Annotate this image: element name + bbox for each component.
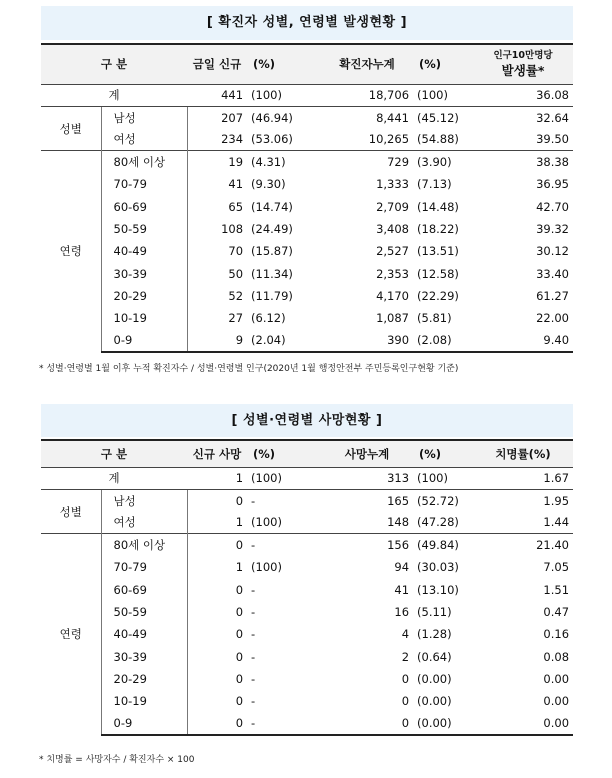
header-pct: (%)	[247, 44, 321, 84]
cell-cumulative: 3,408	[376, 221, 410, 236]
cell-new-pct: (6.12)	[251, 311, 286, 326]
cell-cumulative: 313	[321, 467, 413, 489]
cell-new-pct: (9.30)	[251, 177, 286, 192]
cell-rate: 36.95	[536, 177, 570, 192]
cell-rate: 9.40	[473, 329, 573, 351]
table2-title-box	[41, 404, 573, 437]
cell-new: 27	[228, 311, 244, 326]
cell-new-pct: (100)	[247, 84, 321, 106]
cell-new-pct: (2.04)	[247, 329, 321, 351]
cell-cumulative-pct: (1.28)	[417, 627, 452, 642]
row-label: 0-9	[101, 329, 187, 351]
table2-header-row	[41, 440, 573, 467]
table-row	[41, 534, 573, 556]
row-label: 10-19	[101, 690, 187, 712]
header-category: 구 분	[41, 44, 187, 84]
header-rate-bottom: 발생률*	[501, 62, 545, 78]
row-label: 40-49	[101, 623, 187, 645]
row-label: 80세 이상	[101, 151, 187, 173]
cell-new: 1	[235, 560, 244, 575]
cell-new-pct: (46.94)	[251, 110, 293, 125]
cell-cumulative-pct: (5.81)	[417, 311, 452, 326]
cell-rate: 61.27	[536, 288, 570, 303]
cell-cumulative-pct: (0.00)	[417, 671, 452, 686]
header-today-new: 금일 신규	[187, 44, 247, 84]
cell-new: 441	[187, 84, 247, 106]
header-rate	[473, 44, 573, 84]
table-row	[41, 645, 573, 667]
row-label: 남성	[101, 106, 187, 128]
cell-cumulative: 2	[401, 649, 410, 664]
cell-cumulative-pct: (12.58)	[417, 266, 459, 281]
cell-new-pct: -	[251, 582, 256, 597]
cell-cumulative-pct: (0.00)	[417, 694, 452, 709]
row-label: 80세 이상	[101, 534, 187, 556]
cell-cumulative: 729	[321, 151, 413, 173]
cell-rate: 38.38	[473, 151, 573, 173]
row-label: 여성	[101, 512, 187, 534]
cell-new: 41	[228, 177, 244, 192]
row-label: 30-39	[101, 645, 187, 667]
cell-new-pct: (53.06)	[251, 132, 293, 147]
table1-header-row	[41, 44, 573, 84]
group-label-age: 연령	[41, 151, 101, 352]
cell-new: 0	[235, 649, 244, 664]
cell-new: 52	[228, 288, 244, 303]
row-label: 계	[41, 84, 187, 106]
cell-cumulative: 148	[387, 515, 410, 530]
cell-new-pct: -	[251, 694, 256, 709]
table1-title: [ 확진자 성별, 연령별 발생현황 ]	[206, 15, 408, 30]
table-row	[41, 489, 573, 511]
cell-rate: 32.64	[536, 110, 570, 125]
cell-new: 70	[228, 244, 244, 259]
cell-cumulative: 2,709	[376, 199, 410, 214]
cell-cumulative-pct: (5.11)	[417, 604, 452, 619]
cell-cumulative: 18,706	[321, 84, 413, 106]
cell-rate: 30.12	[536, 244, 570, 259]
cell-cumulative-pct: (30.03)	[417, 560, 459, 575]
deaths-table	[41, 439, 573, 736]
cell-cumulative: 2,527	[376, 244, 410, 259]
cell-cumulative-pct: (2.08)	[413, 329, 473, 351]
cell-new-pct: (15.87)	[251, 244, 293, 259]
table-row	[41, 195, 573, 217]
cell-rate: 0.00	[543, 694, 570, 709]
cell-new: 108	[221, 221, 244, 236]
cell-cumulative-pct: (0.64)	[417, 649, 452, 664]
table-row	[41, 556, 573, 578]
cell-cumulative: 4	[401, 627, 410, 642]
header-cumulative: 사망누계	[321, 440, 413, 467]
cell-rate: 36.08	[473, 84, 573, 106]
cell-cumulative-pct: (49.84)	[413, 534, 473, 556]
cell-cumulative-pct: (13.51)	[417, 244, 459, 259]
cell-new-pct: -	[251, 649, 256, 664]
header-pct2: (%)	[413, 440, 473, 467]
table-row	[41, 84, 573, 106]
header-cumulative: 확진자누계	[321, 44, 413, 84]
cell-rate: 33.40	[536, 266, 570, 281]
table1-footnote: * 성별·연령별 1월 이후 누적 확진자수 / 성별·연령별 인구(2020년 1월 행정안전부 주민등록인구현황 기준)	[39, 364, 459, 374]
table2-title: [ 성별·연령별 사망현황 ]	[231, 413, 383, 428]
cell-rate: 39.50	[536, 132, 570, 147]
cell-new: 65	[228, 199, 244, 214]
cell-new: 9	[187, 329, 247, 351]
cell-cumulative-pct: (54.88)	[417, 132, 459, 147]
cell-cumulative-pct: (18.22)	[417, 221, 459, 236]
table-row	[41, 262, 573, 284]
cell-new: 207	[221, 110, 244, 125]
row-label: 70-79	[101, 173, 187, 195]
cell-new: 0	[235, 694, 244, 709]
cell-new: 0	[235, 493, 244, 508]
cell-new-pct: (11.79)	[251, 288, 293, 303]
cell-new-pct: -	[251, 604, 256, 619]
cell-cumulative-pct: (22.29)	[417, 288, 459, 303]
cell-cumulative: 0	[401, 671, 410, 686]
table-row	[41, 329, 573, 351]
cell-rate: 7.05	[543, 560, 570, 575]
cell-new: 1	[187, 467, 247, 489]
cell-cumulative: 0	[321, 712, 413, 734]
table-row	[41, 218, 573, 240]
cell-rate: 1.67	[473, 467, 573, 489]
cell-cumulative: 156	[321, 534, 413, 556]
cell-cumulative-pct: (14.48)	[417, 199, 459, 214]
cell-cumulative: 1,087	[376, 311, 410, 326]
cell-new: 234	[221, 132, 244, 147]
cell-new-pct: (100)	[251, 560, 282, 575]
cell-rate: 0.08	[543, 649, 570, 664]
cell-cumulative: 0	[401, 694, 410, 709]
table-row	[41, 307, 573, 329]
row-label: 0-9	[101, 712, 187, 734]
table-row	[41, 712, 573, 734]
cell-rate: 42.70	[536, 199, 570, 214]
cell-cumulative-pct: (52.72)	[417, 493, 459, 508]
row-label: 30-39	[101, 262, 187, 284]
row-label: 20-29	[101, 285, 187, 307]
table-row	[41, 106, 573, 128]
cell-new-pct: (14.74)	[251, 199, 293, 214]
cell-new-pct: -	[247, 712, 321, 734]
row-label: 50-59	[101, 218, 187, 240]
cell-cumulative: 16	[394, 604, 410, 619]
cell-new: 0	[187, 534, 247, 556]
group-label-sex: 성별	[41, 106, 101, 151]
cell-cumulative: 41	[394, 582, 410, 597]
header-fatality: 치명률(%)	[473, 440, 573, 467]
cell-rate: 0.00	[543, 671, 570, 686]
header-new-death: 신규 사망	[187, 440, 247, 467]
header-pct2: (%)	[413, 44, 473, 84]
cell-new: 0	[235, 582, 244, 597]
row-label: 여성	[101, 129, 187, 151]
cell-cumulative-pct: (100)	[413, 467, 473, 489]
row-label: 60-69	[101, 195, 187, 217]
cell-new-pct: -	[251, 493, 256, 508]
cell-rate: 0.47	[543, 604, 570, 619]
cell-rate: 21.40	[473, 534, 573, 556]
cell-new-pct: (24.49)	[251, 221, 293, 236]
table-row	[41, 578, 573, 600]
cell-rate: 1.95	[543, 493, 570, 508]
cell-cumulative-pct: (13.10)	[417, 582, 459, 597]
cell-cumulative: 94	[394, 560, 410, 575]
row-label: 계	[41, 467, 187, 489]
cell-new: 50	[228, 266, 244, 281]
cell-new-pct: (100)	[251, 515, 282, 530]
header-category: 구 분	[41, 440, 187, 467]
cell-new-pct: -	[251, 627, 256, 642]
row-label: 10-19	[101, 307, 187, 329]
table-row	[41, 240, 573, 262]
table-row	[41, 668, 573, 690]
table-row	[41, 601, 573, 623]
cell-cumulative-pct: (0.00)	[413, 712, 473, 734]
table1-title-box	[41, 6, 573, 40]
row-label: 20-29	[101, 668, 187, 690]
cell-new: 0	[235, 604, 244, 619]
table-row	[41, 512, 573, 534]
cell-cumulative: 1,333	[376, 177, 410, 192]
row-label: 50-59	[101, 601, 187, 623]
cell-new-pct: (11.34)	[251, 266, 293, 281]
cell-cumulative-pct: (47.28)	[417, 515, 459, 530]
cell-rate: 22.00	[536, 311, 570, 326]
table2-footnote: * 치명률 = 사망자수 / 확진자수 × 100	[39, 755, 195, 765]
header-rate-top: 인구10만명당	[493, 49, 553, 61]
cell-new: 0	[235, 627, 244, 642]
cell-new: 1	[235, 515, 244, 530]
cell-rate: 0.00	[473, 712, 573, 734]
cell-cumulative-pct: (7.13)	[417, 177, 452, 192]
cell-new-pct: (100)	[247, 467, 321, 489]
cell-new-pct: (4.31)	[247, 151, 321, 173]
row-label: 70-79	[101, 556, 187, 578]
cell-cumulative: 2,353	[376, 266, 410, 281]
table-row	[41, 623, 573, 645]
row-label: 60-69	[101, 578, 187, 600]
table-row	[41, 173, 573, 195]
table-row	[41, 151, 573, 173]
row-label: 남성	[101, 489, 187, 511]
cell-cumulative: 390	[321, 329, 413, 351]
cell-rate: 0.16	[543, 627, 570, 642]
cell-cumulative: 8,441	[376, 110, 410, 125]
confirmed-cases-table	[41, 43, 573, 353]
header-pct: (%)	[247, 440, 321, 467]
cell-new: 19	[187, 151, 247, 173]
table-row	[41, 467, 573, 489]
cell-new: 0	[235, 671, 244, 686]
cell-rate: 39.32	[536, 221, 570, 236]
cell-cumulative-pct: (100)	[413, 84, 473, 106]
cell-rate: 1.44	[543, 515, 570, 530]
group-label-age: 연령	[41, 534, 101, 735]
cell-new-pct: -	[251, 671, 256, 686]
cell-cumulative: 10,265	[368, 132, 410, 147]
cell-cumulative: 165	[387, 493, 410, 508]
table-row	[41, 690, 573, 712]
cell-cumulative: 4,170	[376, 288, 410, 303]
cell-rate: 1.51	[543, 582, 570, 597]
cell-cumulative-pct: (45.12)	[417, 110, 459, 125]
cell-new: 0	[187, 712, 247, 734]
table-row	[41, 285, 573, 307]
table-row	[41, 129, 573, 151]
cell-cumulative-pct: (3.90)	[413, 151, 473, 173]
group-label-sex: 성별	[41, 489, 101, 534]
row-label: 40-49	[101, 240, 187, 262]
cell-new-pct: -	[247, 534, 321, 556]
